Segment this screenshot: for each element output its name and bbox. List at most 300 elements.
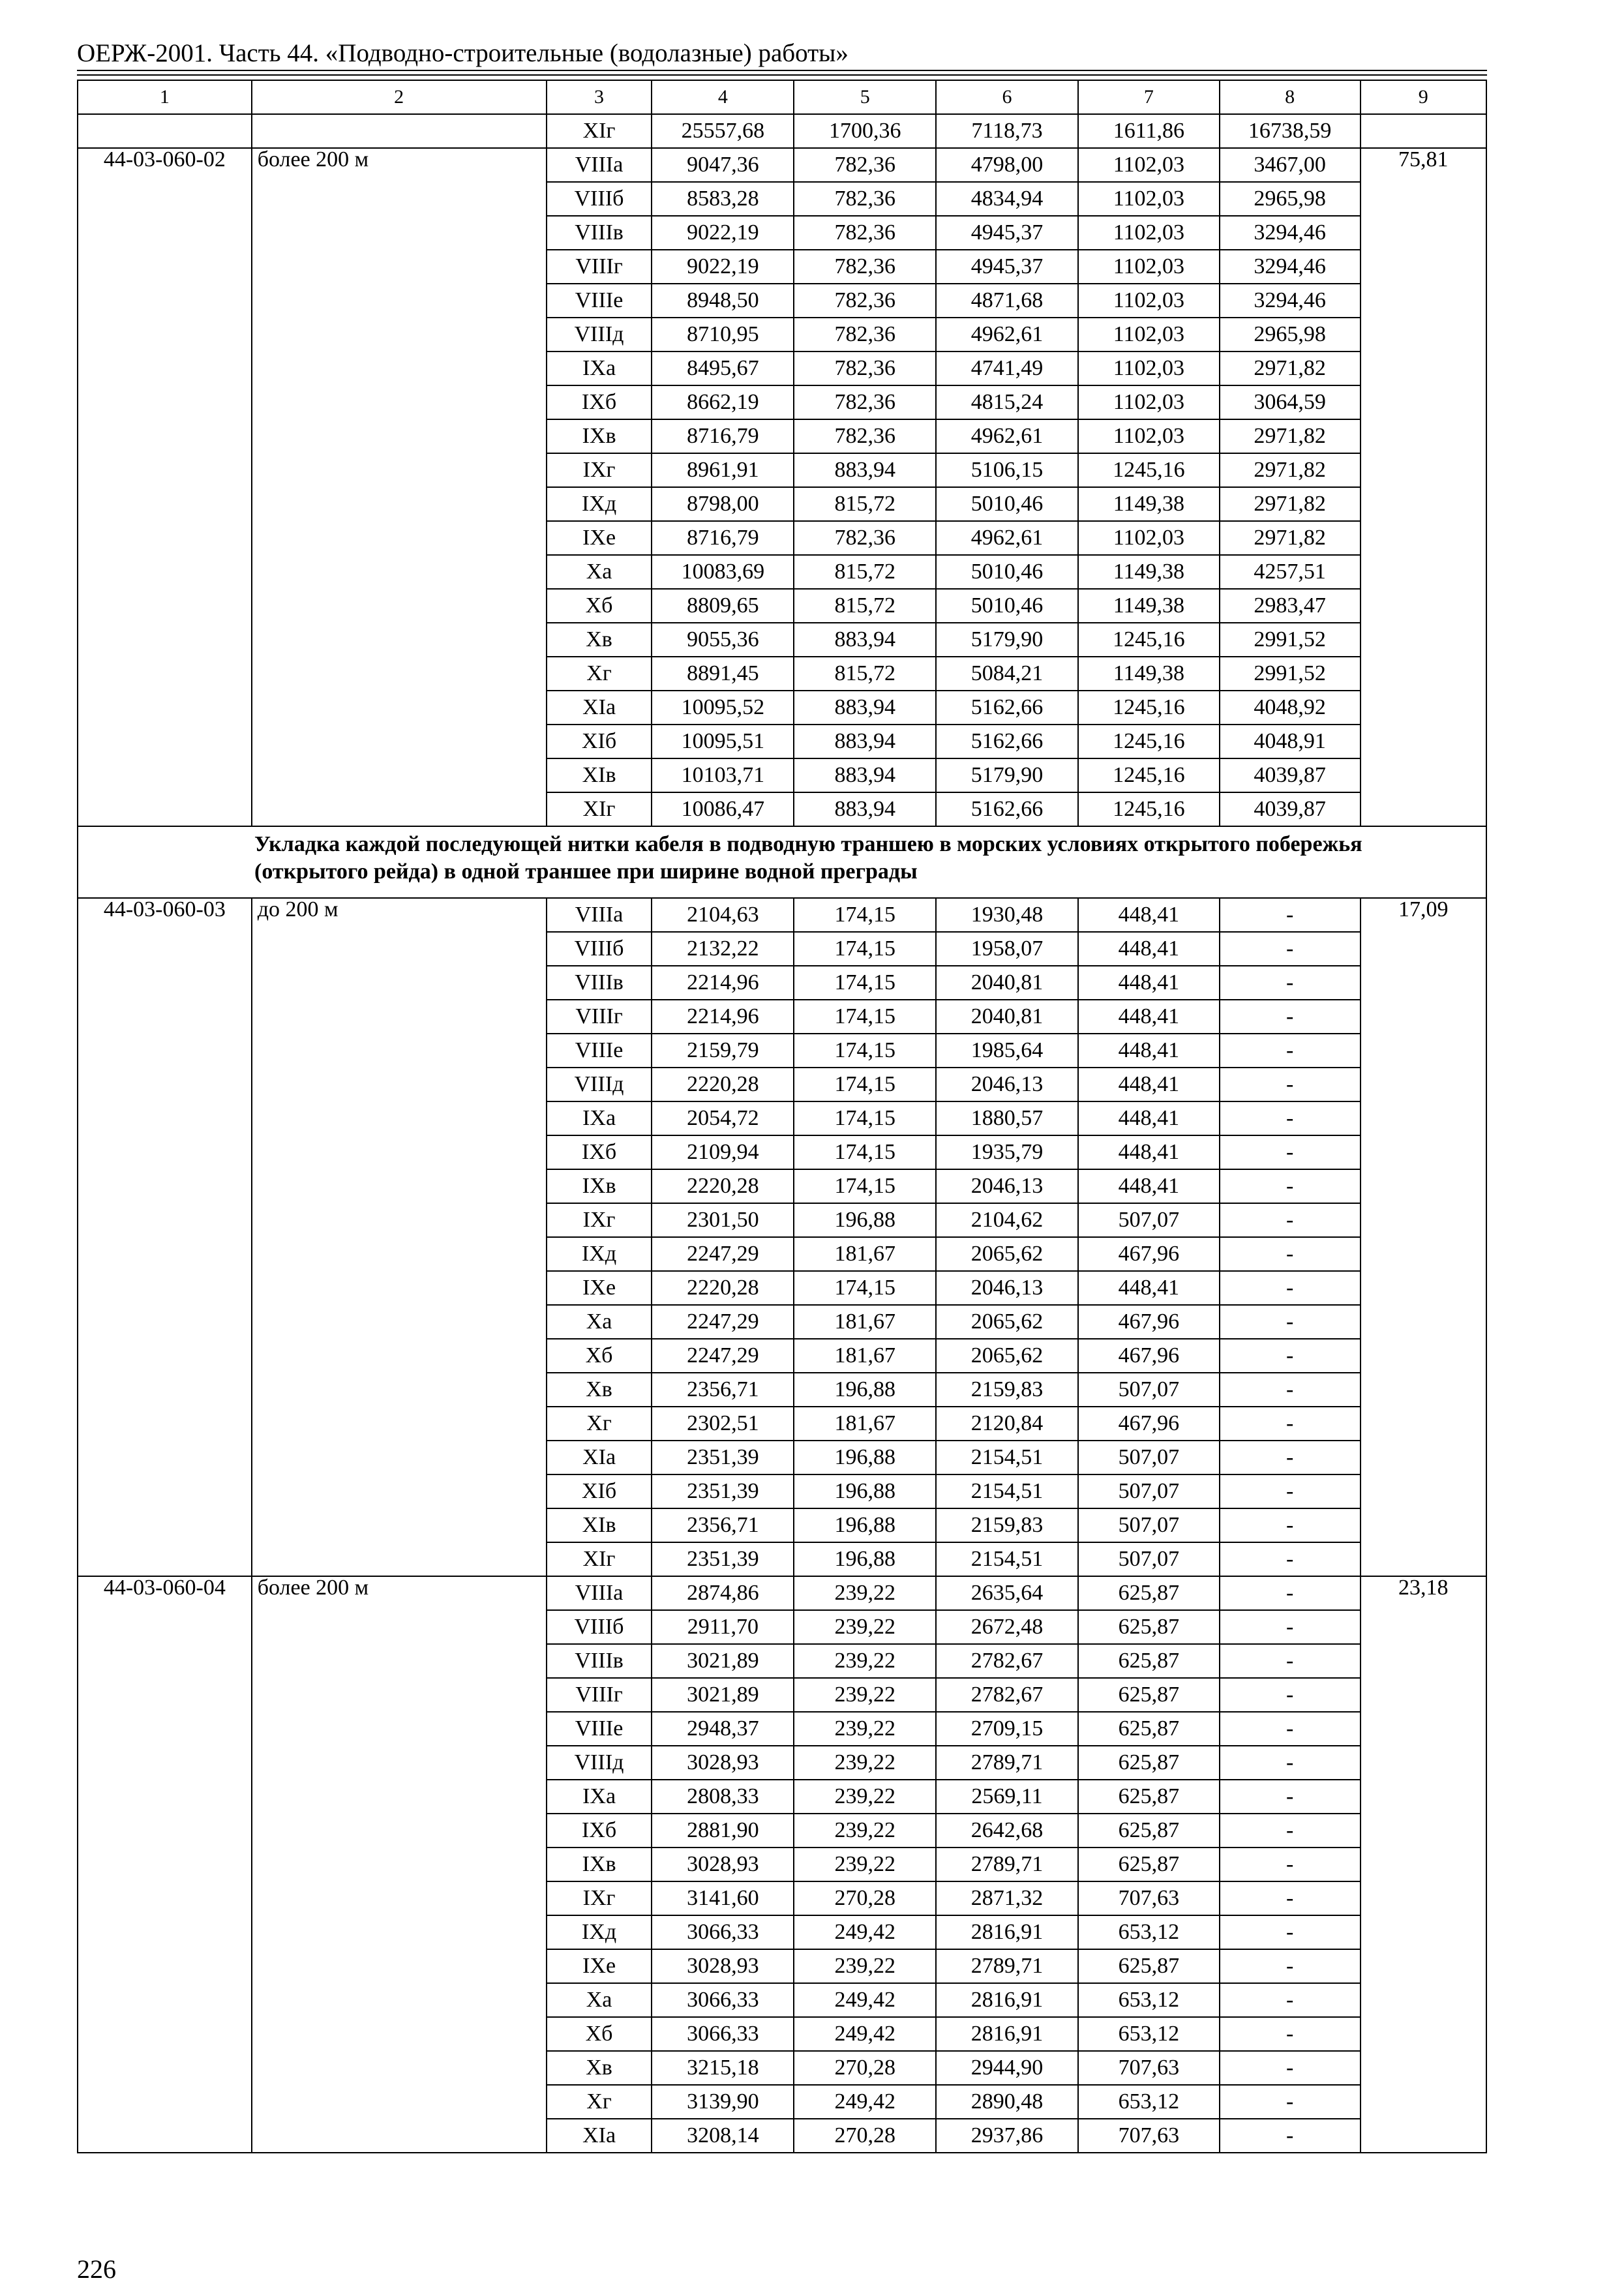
- value-cell: 3028,93: [652, 1746, 794, 1780]
- value-cell: 2065,62: [936, 1305, 1078, 1339]
- value-cell: 16738,59: [1220, 114, 1361, 148]
- value-cell: 239,22: [794, 1949, 936, 1983]
- class-cell: IXб: [547, 385, 652, 419]
- value-cell: 707,63: [1078, 2051, 1220, 2085]
- value-cell: 2109,94: [652, 1135, 794, 1169]
- value-cell: 2816,91: [936, 1983, 1078, 2017]
- description-cell: более 200 м: [252, 148, 547, 826]
- class-cell: XIг: [547, 114, 652, 148]
- code-cell: 44-03-060-02: [78, 148, 252, 826]
- value-cell: 782,36: [794, 352, 936, 385]
- value-cell: 2302,51: [652, 1407, 794, 1441]
- value-cell: -: [1220, 1848, 1361, 1881]
- class-cell: IXе: [547, 1949, 652, 1983]
- value-cell: 707,63: [1078, 2119, 1220, 2153]
- value-cell: 239,22: [794, 1814, 936, 1848]
- class-cell: XIа: [547, 691, 652, 725]
- value-cell: 10086,47: [652, 792, 794, 826]
- value-cell: 467,96: [1078, 1339, 1220, 1373]
- value-cell: -: [1220, 1203, 1361, 1237]
- value-cell: 174,15: [794, 898, 936, 932]
- value-cell: 4798,00: [936, 148, 1078, 182]
- class-cell: IXа: [547, 1780, 652, 1814]
- class-cell: IXг: [547, 1881, 652, 1915]
- table-row: [78, 148, 1486, 182]
- value-cell: 2159,79: [652, 1034, 794, 1068]
- class-cell: XIв: [547, 1508, 652, 1542]
- value-cell: 507,07: [1078, 1373, 1220, 1407]
- value-cell: 2635,64: [936, 1576, 1078, 1610]
- value-cell: 2220,28: [652, 1068, 794, 1101]
- value-cell: 2104,62: [936, 1203, 1078, 1237]
- value-cell: 2874,86: [652, 1576, 794, 1610]
- class-cell: Xб: [547, 1339, 652, 1373]
- value-cell: 4039,87: [1220, 758, 1361, 792]
- value-cell: 653,12: [1078, 2085, 1220, 2119]
- value-cell: 2351,39: [652, 1474, 794, 1508]
- value-cell: 467,96: [1078, 1407, 1220, 1441]
- value-cell: 8662,19: [652, 385, 794, 419]
- column-number: 9: [1361, 80, 1486, 114]
- column-number-row: [78, 80, 1486, 114]
- value-cell: 2816,91: [936, 2017, 1078, 2051]
- value-cell: 507,07: [1078, 1441, 1220, 1474]
- class-cell: VIIIд: [547, 1068, 652, 1101]
- value-cell: 270,28: [794, 1881, 936, 1915]
- value-cell: 2159,83: [936, 1508, 1078, 1542]
- value-cell: 9055,36: [652, 623, 794, 657]
- value-cell: 1102,03: [1078, 318, 1220, 352]
- value-cell: 8710,95: [652, 318, 794, 352]
- value-cell: 448,41: [1078, 1169, 1220, 1203]
- value-cell: -: [1220, 2119, 1361, 2153]
- class-cell: IXе: [547, 1271, 652, 1305]
- value-cell: 8891,45: [652, 657, 794, 691]
- value-cell: -: [1220, 966, 1361, 1000]
- column-number: 7: [1078, 80, 1220, 114]
- value-cell: 4039,87: [1220, 792, 1361, 826]
- value-cell: 2948,37: [652, 1712, 794, 1746]
- class-cell: VIIIа: [547, 1576, 652, 1610]
- value-cell: 4815,24: [936, 385, 1078, 419]
- description-cell: [252, 114, 547, 148]
- description-cell: до 200 м: [252, 898, 547, 1576]
- value-cell: 5162,66: [936, 725, 1078, 758]
- value-cell: 2214,96: [652, 966, 794, 1000]
- value-cell: 448,41: [1078, 1000, 1220, 1034]
- value-cell: 883,94: [794, 623, 936, 657]
- class-cell: VIIIб: [547, 182, 652, 216]
- value-cell: 2965,98: [1220, 318, 1361, 352]
- value-cell: 2220,28: [652, 1271, 794, 1305]
- value-cell: 1102,03: [1078, 250, 1220, 284]
- value-cell: 448,41: [1078, 1034, 1220, 1068]
- value-cell: 8798,00: [652, 487, 794, 521]
- value-cell: 653,12: [1078, 1983, 1220, 2017]
- value-cell: 625,87: [1078, 1814, 1220, 1848]
- value-cell: 7118,73: [936, 114, 1078, 148]
- value-cell: 8961,91: [652, 453, 794, 487]
- value-cell: 2054,72: [652, 1101, 794, 1135]
- value-cell: -: [1220, 932, 1361, 966]
- value-cell: 239,22: [794, 1576, 936, 1610]
- norm-cell: [1361, 114, 1486, 148]
- value-cell: 196,88: [794, 1373, 936, 1407]
- value-cell: 2789,71: [936, 1848, 1078, 1881]
- value-cell: 507,07: [1078, 1474, 1220, 1508]
- class-cell: VIIIг: [547, 1678, 652, 1712]
- value-cell: 3028,93: [652, 1848, 794, 1881]
- value-cell: 625,87: [1078, 1610, 1220, 1644]
- class-cell: IXб: [547, 1135, 652, 1169]
- value-cell: 2965,98: [1220, 182, 1361, 216]
- value-cell: 2356,71: [652, 1508, 794, 1542]
- value-cell: -: [1220, 1678, 1361, 1712]
- value-cell: 2154,51: [936, 1474, 1078, 1508]
- value-cell: 2971,82: [1220, 487, 1361, 521]
- table-row: [78, 898, 1486, 932]
- value-cell: 2247,29: [652, 1339, 794, 1373]
- value-cell: 1245,16: [1078, 792, 1220, 826]
- value-cell: -: [1220, 1915, 1361, 1949]
- value-cell: -: [1220, 1610, 1361, 1644]
- value-cell: 10083,69: [652, 555, 794, 589]
- value-cell: 883,94: [794, 691, 936, 725]
- value-cell: 249,42: [794, 2085, 936, 2119]
- value-cell: 653,12: [1078, 1915, 1220, 1949]
- class-cell: Xв: [547, 2051, 652, 2085]
- value-cell: -: [1220, 1983, 1361, 2017]
- value-cell: 2065,62: [936, 1339, 1078, 1373]
- class-cell: XIб: [547, 725, 652, 758]
- value-cell: 3294,46: [1220, 284, 1361, 318]
- value-cell: 9047,36: [652, 148, 794, 182]
- value-cell: 3021,89: [652, 1678, 794, 1712]
- value-cell: 1935,79: [936, 1135, 1078, 1169]
- value-cell: 2247,29: [652, 1237, 794, 1271]
- class-cell: IXд: [547, 1915, 652, 1949]
- value-cell: 448,41: [1078, 1101, 1220, 1135]
- column-number: 6: [936, 80, 1078, 114]
- class-cell: Xв: [547, 1373, 652, 1407]
- value-cell: 2046,13: [936, 1068, 1078, 1101]
- value-cell: 196,88: [794, 1508, 936, 1542]
- value-cell: 782,36: [794, 318, 936, 352]
- value-cell: -: [1220, 1949, 1361, 1983]
- value-cell: 4962,61: [936, 521, 1078, 555]
- class-cell: VIIIб: [547, 1610, 652, 1644]
- value-cell: 2159,83: [936, 1373, 1078, 1407]
- class-cell: Xб: [547, 2017, 652, 2051]
- page-header-title: ОЕРЖ-2001. Часть 44. «Подводно-строительные (водолазные) работы»: [77, 39, 849, 67]
- norm-cell: 75,81: [1361, 148, 1486, 826]
- value-cell: 5162,66: [936, 792, 1078, 826]
- value-cell: 10095,52: [652, 691, 794, 725]
- value-cell: 1958,07: [936, 932, 1078, 966]
- value-cell: 9022,19: [652, 216, 794, 250]
- value-cell: 2214,96: [652, 1000, 794, 1034]
- value-cell: 625,87: [1078, 1780, 1220, 1814]
- value-cell: 625,87: [1078, 1712, 1220, 1746]
- value-cell: -: [1220, 1508, 1361, 1542]
- norm-cell: 23,18: [1361, 1576, 1486, 2153]
- value-cell: 1102,03: [1078, 521, 1220, 555]
- class-cell: IXа: [547, 1101, 652, 1135]
- column-number: 8: [1220, 80, 1361, 114]
- value-cell: 9022,19: [652, 250, 794, 284]
- section-heading-row: [78, 826, 1486, 898]
- value-cell: 2782,67: [936, 1678, 1078, 1712]
- value-cell: -: [1220, 1746, 1361, 1780]
- value-cell: -: [1220, 1068, 1361, 1101]
- value-cell: 5010,46: [936, 555, 1078, 589]
- value-cell: 448,41: [1078, 932, 1220, 966]
- value-cell: 625,87: [1078, 1848, 1220, 1881]
- value-cell: 2816,91: [936, 1915, 1078, 1949]
- value-cell: -: [1220, 1169, 1361, 1203]
- value-cell: -: [1220, 898, 1361, 932]
- rates-table-body: [78, 80, 1486, 2153]
- class-cell: XIб: [547, 1474, 652, 1508]
- class-cell: IXа: [547, 352, 652, 385]
- value-cell: 2046,13: [936, 1169, 1078, 1203]
- value-cell: 1102,03: [1078, 419, 1220, 453]
- norm-cell: 17,09: [1361, 898, 1486, 1576]
- class-cell: VIIIб: [547, 932, 652, 966]
- value-cell: -: [1220, 1542, 1361, 1576]
- value-cell: 239,22: [794, 1610, 936, 1644]
- value-cell: 2789,71: [936, 1746, 1078, 1780]
- value-cell: 2351,39: [652, 1542, 794, 1576]
- value-cell: 174,15: [794, 1169, 936, 1203]
- class-cell: VIIIа: [547, 898, 652, 932]
- value-cell: 815,72: [794, 589, 936, 623]
- value-cell: 3294,46: [1220, 250, 1361, 284]
- value-cell: 1245,16: [1078, 453, 1220, 487]
- section-heading-cell: [78, 826, 1486, 898]
- value-cell: -: [1220, 1576, 1361, 1610]
- value-cell: 2944,90: [936, 2051, 1078, 2085]
- value-cell: 2808,33: [652, 1780, 794, 1814]
- value-cell: 2672,48: [936, 1610, 1078, 1644]
- value-cell: 653,12: [1078, 2017, 1220, 2051]
- value-cell: 174,15: [794, 1135, 936, 1169]
- value-cell: 196,88: [794, 1542, 936, 1576]
- value-cell: 1611,86: [1078, 114, 1220, 148]
- class-cell: XIа: [547, 2119, 652, 2153]
- value-cell: 3066,33: [652, 1983, 794, 2017]
- value-cell: 625,87: [1078, 1746, 1220, 1780]
- value-cell: 2991,52: [1220, 657, 1361, 691]
- value-cell: 1245,16: [1078, 691, 1220, 725]
- value-cell: 782,36: [794, 250, 936, 284]
- section-heading-text: Укладка каждой последующей нитки кабеля в подводную траншею в морских условиях открытого побережья (открытого рейда) в одной траншее при ширине водной преграды: [254, 832, 1362, 884]
- value-cell: -: [1220, 1339, 1361, 1373]
- value-cell: 174,15: [794, 1068, 936, 1101]
- value-cell: 2971,82: [1220, 521, 1361, 555]
- value-cell: 2220,28: [652, 1169, 794, 1203]
- value-cell: 4257,51: [1220, 555, 1361, 589]
- value-cell: 2569,11: [936, 1780, 1078, 1814]
- class-cell: IXд: [547, 1237, 652, 1271]
- value-cell: 174,15: [794, 1034, 936, 1068]
- value-cell: 2871,32: [936, 1881, 1078, 1915]
- value-cell: 2040,81: [936, 966, 1078, 1000]
- value-cell: 181,67: [794, 1305, 936, 1339]
- rates-table: [77, 80, 1487, 2153]
- value-cell: 467,96: [1078, 1237, 1220, 1271]
- value-cell: 1880,57: [936, 1101, 1078, 1135]
- value-cell: 4871,68: [936, 284, 1078, 318]
- value-cell: 174,15: [794, 1000, 936, 1034]
- value-cell: 4962,61: [936, 419, 1078, 453]
- code-cell: 44-03-060-04: [78, 1576, 252, 2153]
- value-cell: 707,63: [1078, 1881, 1220, 1915]
- table-row: [78, 1576, 1486, 1610]
- value-cell: 8495,67: [652, 352, 794, 385]
- value-cell: -: [1220, 1101, 1361, 1135]
- value-cell: 2247,29: [652, 1305, 794, 1339]
- page-number: 226: [77, 2254, 116, 2284]
- value-cell: 2040,81: [936, 1000, 1078, 1034]
- class-cell: Xа: [547, 555, 652, 589]
- value-cell: 1149,38: [1078, 555, 1220, 589]
- class-cell: IXб: [547, 1814, 652, 1848]
- value-cell: 5084,21: [936, 657, 1078, 691]
- value-cell: -: [1220, 1000, 1361, 1034]
- value-cell: 4048,91: [1220, 725, 1361, 758]
- value-cell: 2890,48: [936, 2085, 1078, 2119]
- class-cell: VIIIе: [547, 284, 652, 318]
- value-cell: 8948,50: [652, 284, 794, 318]
- value-cell: 249,42: [794, 1983, 936, 2017]
- value-cell: 239,22: [794, 1678, 936, 1712]
- value-cell: 3028,93: [652, 1949, 794, 1983]
- value-cell: 782,36: [794, 419, 936, 453]
- value-cell: 507,07: [1078, 1508, 1220, 1542]
- value-cell: 625,87: [1078, 1678, 1220, 1712]
- value-cell: 883,94: [794, 453, 936, 487]
- value-cell: 883,94: [794, 725, 936, 758]
- value-cell: 3467,00: [1220, 148, 1361, 182]
- value-cell: 2046,13: [936, 1271, 1078, 1305]
- code-cell: [78, 114, 252, 148]
- value-cell: -: [1220, 1034, 1361, 1068]
- value-cell: 782,36: [794, 216, 936, 250]
- class-cell: VIIIв: [547, 216, 652, 250]
- value-cell: 1149,38: [1078, 657, 1220, 691]
- value-cell: 4048,92: [1220, 691, 1361, 725]
- value-cell: 1102,03: [1078, 216, 1220, 250]
- value-cell: 1102,03: [1078, 182, 1220, 216]
- value-cell: 3064,59: [1220, 385, 1361, 419]
- value-cell: 448,41: [1078, 966, 1220, 1000]
- class-cell: XIг: [547, 1542, 652, 1576]
- class-cell: Xб: [547, 589, 652, 623]
- value-cell: 174,15: [794, 1101, 936, 1135]
- value-cell: 625,87: [1078, 1949, 1220, 1983]
- value-cell: -: [1220, 1305, 1361, 1339]
- value-cell: 2356,71: [652, 1373, 794, 1407]
- class-cell: VIIIе: [547, 1034, 652, 1068]
- value-cell: 5162,66: [936, 691, 1078, 725]
- class-cell: IXв: [547, 1169, 652, 1203]
- class-cell: Xв: [547, 623, 652, 657]
- value-cell: 2782,67: [936, 1644, 1078, 1678]
- value-cell: 448,41: [1078, 898, 1220, 932]
- value-cell: 507,07: [1078, 1542, 1220, 1576]
- class-cell: Xа: [547, 1305, 652, 1339]
- value-cell: 2991,52: [1220, 623, 1361, 657]
- class-cell: VIIIд: [547, 318, 652, 352]
- value-cell: 4945,37: [936, 250, 1078, 284]
- column-number: 4: [652, 80, 794, 114]
- value-cell: 8716,79: [652, 521, 794, 555]
- class-cell: VIIIв: [547, 966, 652, 1000]
- value-cell: 2154,51: [936, 1542, 1078, 1576]
- class-cell: Xг: [547, 1407, 652, 1441]
- value-cell: 8716,79: [652, 419, 794, 453]
- value-cell: 2154,51: [936, 1441, 1078, 1474]
- column-number: 3: [547, 80, 652, 114]
- value-cell: 3215,18: [652, 2051, 794, 2085]
- value-cell: 4834,94: [936, 182, 1078, 216]
- value-cell: 2971,82: [1220, 352, 1361, 385]
- value-cell: 174,15: [794, 932, 936, 966]
- value-cell: 3066,33: [652, 1915, 794, 1949]
- value-cell: 782,36: [794, 284, 936, 318]
- column-number: 1: [78, 80, 252, 114]
- value-cell: 1149,38: [1078, 487, 1220, 521]
- value-cell: 1149,38: [1078, 589, 1220, 623]
- value-cell: 815,72: [794, 487, 936, 521]
- class-cell: Xг: [547, 657, 652, 691]
- value-cell: 8583,28: [652, 182, 794, 216]
- value-cell: -: [1220, 2017, 1361, 2051]
- value-cell: 25557,68: [652, 114, 794, 148]
- value-cell: 883,94: [794, 792, 936, 826]
- value-cell: 2301,50: [652, 1203, 794, 1237]
- value-cell: 239,22: [794, 1712, 936, 1746]
- value-cell: 249,42: [794, 2017, 936, 2051]
- class-cell: VIIIа: [547, 148, 652, 182]
- column-number: 5: [794, 80, 936, 114]
- value-cell: 782,36: [794, 182, 936, 216]
- value-cell: 181,67: [794, 1237, 936, 1271]
- class-cell: Xа: [547, 1983, 652, 2017]
- value-cell: 2881,90: [652, 1814, 794, 1848]
- value-cell: 1245,16: [1078, 725, 1220, 758]
- value-cell: 448,41: [1078, 1135, 1220, 1169]
- value-cell: 3021,89: [652, 1644, 794, 1678]
- value-cell: 3141,60: [652, 1881, 794, 1915]
- value-cell: 5179,90: [936, 758, 1078, 792]
- value-cell: -: [1220, 1780, 1361, 1814]
- code-cell: 44-03-060-03: [78, 898, 252, 1576]
- value-cell: 2789,71: [936, 1949, 1078, 1983]
- value-cell: 10103,71: [652, 758, 794, 792]
- value-cell: 196,88: [794, 1441, 936, 1474]
- value-cell: 181,67: [794, 1407, 936, 1441]
- value-cell: 3294,46: [1220, 216, 1361, 250]
- value-cell: 1102,03: [1078, 352, 1220, 385]
- description-cell: более 200 м: [252, 1576, 547, 2153]
- value-cell: 448,41: [1078, 1271, 1220, 1305]
- value-cell: 2709,15: [936, 1712, 1078, 1746]
- value-cell: -: [1220, 1237, 1361, 1271]
- value-cell: -: [1220, 2051, 1361, 2085]
- value-cell: 2132,22: [652, 932, 794, 966]
